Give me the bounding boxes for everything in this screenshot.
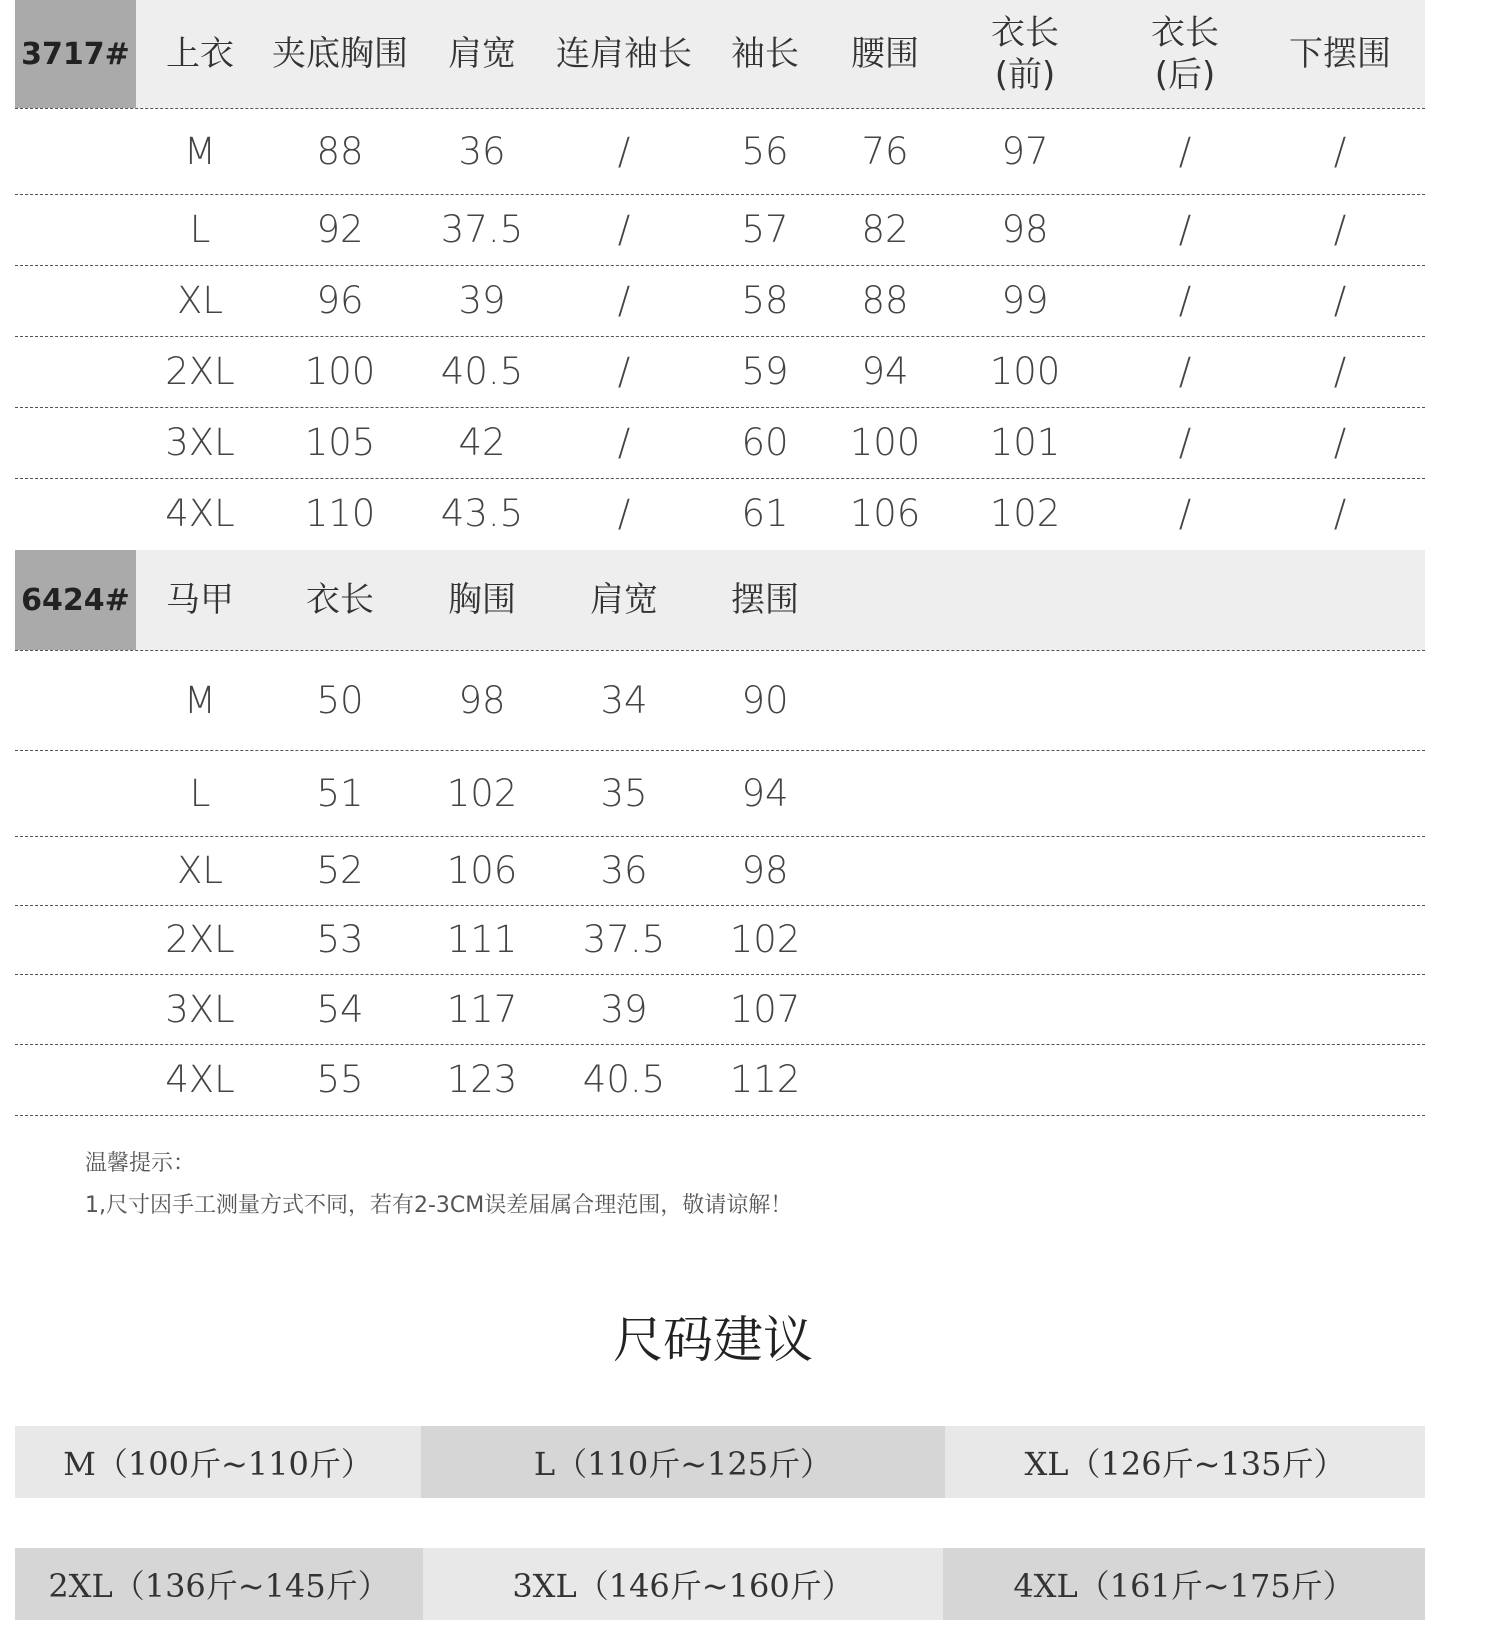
- table-cell: 57: [741, 208, 789, 251]
- size-label: 2XL: [165, 918, 235, 961]
- table-cell: 94: [741, 771, 789, 815]
- table-cell: 55: [316, 1058, 364, 1101]
- size-label: XL: [177, 849, 223, 892]
- size-rec-l: L（110斤~125斤）: [421, 1426, 945, 1498]
- size-label: L: [189, 208, 211, 251]
- size-label: 4XL: [165, 491, 235, 535]
- header-cell: 肩宽: [448, 33, 516, 74]
- table-cell: 34: [600, 678, 648, 722]
- table-cell: 40.5: [440, 350, 524, 393]
- divider: [15, 650, 1425, 651]
- divider: [15, 1115, 1425, 1116]
- size-rec-4xl: 4XL（161斤~175斤）: [943, 1548, 1425, 1620]
- size-title: 尺码建议: [613, 1311, 813, 1369]
- table-cell: /: [617, 491, 631, 535]
- size-label: L: [189, 771, 211, 815]
- table-cell: 82: [861, 208, 909, 251]
- size-label: XL: [177, 279, 223, 322]
- table-cell: 99: [1001, 279, 1049, 322]
- table-cell: 61: [741, 491, 789, 535]
- table-cell: 90: [741, 678, 789, 722]
- header-cell: 衣长 (后): [1151, 12, 1219, 95]
- table-cell: 100: [989, 350, 1061, 393]
- table-cell: 98: [458, 678, 506, 722]
- table-cell: 56: [741, 129, 789, 173]
- table-cell: 102: [989, 491, 1061, 535]
- table-cell: /: [617, 350, 631, 393]
- table-cell: 100: [849, 421, 921, 464]
- table-cell: /: [1333, 421, 1347, 464]
- header-cell: 上衣: [166, 33, 234, 74]
- table-cell: 58: [741, 279, 789, 322]
- table-cell: /: [617, 421, 631, 464]
- table-cell: 39: [458, 279, 506, 322]
- table-cell: /: [1333, 350, 1347, 393]
- table-cell: 105: [304, 421, 376, 464]
- size-rec-2xl: 2XL（136斤~145斤）: [15, 1548, 423, 1620]
- table-cell: 102: [729, 918, 801, 961]
- size-label: 3XL: [165, 421, 235, 464]
- notice-text: 1,尺寸因手工测量方式不同，若有2-3CM误差届属合理范围，敬请谅解！: [85, 1193, 793, 1218]
- header-cell: 马甲: [166, 579, 234, 620]
- table-cell: 60: [741, 421, 789, 464]
- table-cell: 106: [849, 491, 921, 535]
- table-cell: 53: [316, 918, 364, 961]
- table-cell: 76: [861, 129, 909, 173]
- header-cell: 胸围: [448, 579, 516, 620]
- table-cell: 54: [316, 987, 364, 1031]
- product-code: 6424#: [15, 550, 136, 650]
- table-cell: /: [617, 208, 631, 251]
- size-label: 3XL: [165, 987, 235, 1031]
- table-cell: 40.5: [582, 1058, 666, 1101]
- size-label: M: [184, 129, 216, 173]
- header-cell: 袖长: [731, 33, 799, 74]
- product-code: 3717#: [15, 0, 136, 108]
- table-cell: 107: [729, 987, 801, 1031]
- table-cell: /: [1178, 350, 1192, 393]
- size-rec-m: M（100斤~110斤）: [15, 1426, 421, 1498]
- header-cell: 摆围: [731, 579, 799, 620]
- header-cell: 夹底胸围: [272, 33, 408, 74]
- table-cell: 36: [458, 129, 506, 173]
- size-table-vest: [15, 550, 1425, 1115]
- table-cell: /: [1333, 491, 1347, 535]
- table-cell: 88: [316, 129, 364, 173]
- table-cell: 39: [600, 987, 648, 1031]
- table-cell: 106: [446, 849, 518, 892]
- size-table-top: [15, 0, 1425, 535]
- table-cell: 110: [304, 491, 376, 535]
- table-cell: 43.5: [440, 491, 524, 535]
- table-cell: /: [1178, 421, 1192, 464]
- table-cell: /: [1333, 279, 1347, 322]
- divider: [15, 750, 1425, 751]
- divider: [15, 108, 1425, 109]
- divider: [15, 194, 1425, 195]
- header-cell: 肩宽: [590, 579, 658, 620]
- table-cell: 35: [600, 771, 648, 815]
- table-cell: /: [617, 129, 631, 173]
- table-cell: 101: [989, 421, 1061, 464]
- size-rec-xl: XL（126斤~135斤）: [945, 1426, 1425, 1498]
- size-rec-3xl: 3XL（146斤~160斤）: [423, 1548, 943, 1620]
- table-cell: 50: [316, 678, 364, 722]
- table-cell: 37.5: [440, 208, 524, 251]
- table-cell: 36: [600, 849, 648, 892]
- table-cell: 98: [741, 849, 789, 892]
- size-label: 2XL: [165, 350, 235, 393]
- table-cell: /: [1178, 279, 1192, 322]
- table-cell: 112: [729, 1058, 801, 1101]
- notice-title: 温馨提示：: [85, 1151, 196, 1176]
- table-cell: 98: [1001, 208, 1049, 251]
- divider: [15, 836, 1425, 837]
- table-cell: 96: [316, 279, 364, 322]
- table-cell: 51: [316, 771, 364, 815]
- table-cell: 88: [861, 279, 909, 322]
- header-cell: 衣长: [306, 579, 374, 620]
- table-cell: /: [1333, 208, 1347, 251]
- table-cell: 59: [741, 350, 789, 393]
- table-cell: 94: [861, 350, 909, 393]
- divider: [15, 265, 1425, 266]
- size-label: 4XL: [165, 1058, 235, 1101]
- header-cell: 衣长 (前): [991, 12, 1059, 95]
- table-cell: 123: [446, 1058, 518, 1101]
- size-label: M: [184, 678, 216, 722]
- table-cell: /: [617, 279, 631, 322]
- header-cell: 下摆围: [1289, 33, 1391, 74]
- table-cell: /: [1333, 129, 1347, 173]
- table-cell: 92: [316, 208, 364, 251]
- table-cell: 97: [1001, 129, 1049, 173]
- table-cell: /: [1178, 491, 1192, 535]
- table-cell: 42: [458, 421, 506, 464]
- header-cell: 腰围: [851, 33, 919, 74]
- table-cell: 117: [446, 987, 518, 1031]
- table-cell: 111: [446, 918, 518, 961]
- table-cell: /: [1178, 129, 1192, 173]
- table-cell: /: [1178, 208, 1192, 251]
- table-cell: 37.5: [582, 918, 666, 961]
- table-cell: 102: [446, 771, 518, 815]
- table-cell: 52: [316, 849, 364, 892]
- table-cell: 100: [304, 350, 376, 393]
- header-cell: 连肩袖长: [556, 33, 692, 74]
